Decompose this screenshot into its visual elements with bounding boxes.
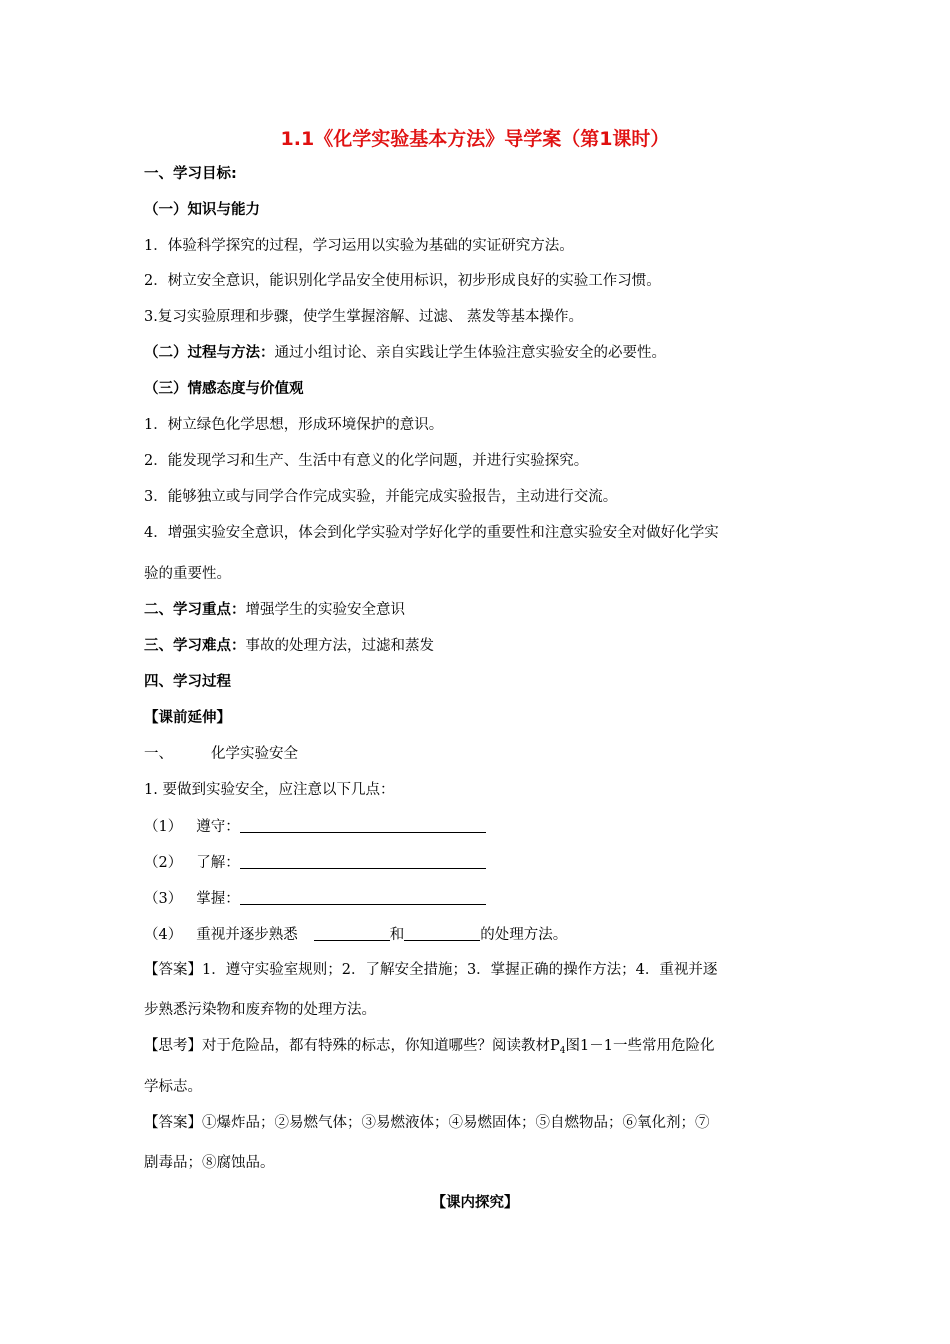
goals-heading: 一、学习目标: xyxy=(144,166,237,182)
answer-2-line-2: 剧毒品；⑧腐蚀品。 xyxy=(144,1155,275,1171)
attitude-item-3: 3．能够独立或与同学合作完成实验，并能完成实验报告，主动进行交流。 xyxy=(144,489,618,505)
sub-item-1-label: 遵守： xyxy=(196,819,240,835)
question-1: 1. 要做到实验安全，应注意以下几点： xyxy=(144,782,395,798)
sub-item-4-blank-2[interactable] xyxy=(404,924,480,941)
answer-2-line-1: 【答案】①爆炸品；②易燃气体；③易燃液体；④易燃固体；⑤自燃物品；⑥氧化剂；⑦ xyxy=(144,1115,710,1131)
in-class-heading: 【课内探究】 xyxy=(431,1195,519,1211)
sub-item-2-label: 了解： xyxy=(196,855,240,871)
sub-item-1-blank[interactable] xyxy=(240,816,486,833)
sub-item-3-blank[interactable] xyxy=(240,888,486,905)
sub-item-4-num: （4） xyxy=(144,927,183,943)
sub-item-2-blank[interactable] xyxy=(240,852,486,869)
document-title: 1.1《化学实验基本方法》导学案（第1课时） xyxy=(280,128,670,150)
think-text-a: 【思考】对于危险品，都有特殊的标志，你知道哪些？阅读教材P xyxy=(144,1038,560,1054)
sub-item-1 xyxy=(144,816,486,837)
sub-item-3-num: （3） xyxy=(144,891,183,907)
section-1-num: 一、 xyxy=(144,746,173,762)
sub-item-1-num: （1） xyxy=(144,819,183,835)
key-point-text: 增强学生的实验安全意识 xyxy=(245,602,405,618)
think-subscript: 4 xyxy=(559,1046,566,1056)
knowledge-item-2: 2．树立安全意识，能识别化学品安全使用标识，初步形成良好的实验工作习惯。 xyxy=(144,273,661,289)
sub-item-4-text-c: 的处理方法。 xyxy=(480,927,568,943)
think-line-2: 学标志。 xyxy=(144,1079,202,1095)
attitude-heading: （三）情感态度与价值观 xyxy=(144,381,304,397)
think-text-b: 图1－1一些常用危险化 xyxy=(565,1038,715,1054)
sub-item-2-num: （2） xyxy=(144,855,183,871)
think-line-1 xyxy=(144,1036,714,1061)
sub-item-2 xyxy=(144,852,486,873)
difficulty xyxy=(144,636,434,656)
process-section-heading: 四、学习过程 xyxy=(144,674,231,690)
attitude-item-2: 2．能发现学习和生产、生活中有意义的化学问题，并进行实验探究。 xyxy=(144,453,589,469)
knowledge-item-1: 1．体验科学探究的过程，学习运用以实验为基础的实证研究方法。 xyxy=(144,238,574,254)
sub-item-3-label: 掌握： xyxy=(196,891,240,907)
attitude-item-4-cont: 验的重要性。 xyxy=(144,566,231,582)
sub-item-4-text-b: 和 xyxy=(389,927,405,943)
key-point-label: 二、学习重点： xyxy=(144,602,246,618)
process-paragraph xyxy=(144,343,666,363)
sub-item-4 xyxy=(144,924,567,945)
answer-1-line-2: 步熟悉污染物和废弃物的处理方法。 xyxy=(144,1002,376,1018)
difficulty-label: 三、学习难点： xyxy=(144,638,246,654)
sub-item-4-text-a: 重视并逐步熟悉 xyxy=(196,927,298,943)
pre-class-heading: 【课前延伸】 xyxy=(144,710,231,726)
process-heading: （二）过程与方法： xyxy=(144,345,275,361)
knowledge-heading: （一）知识与能力 xyxy=(144,202,260,218)
section-1 xyxy=(144,744,298,764)
attitude-item-4: 4．增强实验安全意识，体会到化学实验对学好化学的重要性和注意实验安全对做好化学实 xyxy=(144,525,719,541)
knowledge-item-3: 3.复习实验原理和步骤，使学生掌握溶解、过滤、 蒸发等基本操作。 xyxy=(144,309,583,325)
section-1-text: 化学实验安全 xyxy=(211,746,298,762)
answer-1-line-1: 【答案】1．遵守实验室规则；2．了解安全措施；3．掌握正确的操作方法；4．重视并逐 xyxy=(144,962,718,978)
attitude-item-1: 1．树立绿色化学思想，形成环境保护的意识。 xyxy=(144,417,444,433)
process-text: 通过小组讨论、亲自实践让学生体验注意实验安全的必要性。 xyxy=(274,345,666,361)
key-point xyxy=(144,600,405,620)
sub-item-3 xyxy=(144,888,486,909)
sub-item-4-blank-1[interactable] xyxy=(314,924,390,941)
difficulty-text: 事故的处理方法，过滤和蒸发 xyxy=(245,638,434,654)
